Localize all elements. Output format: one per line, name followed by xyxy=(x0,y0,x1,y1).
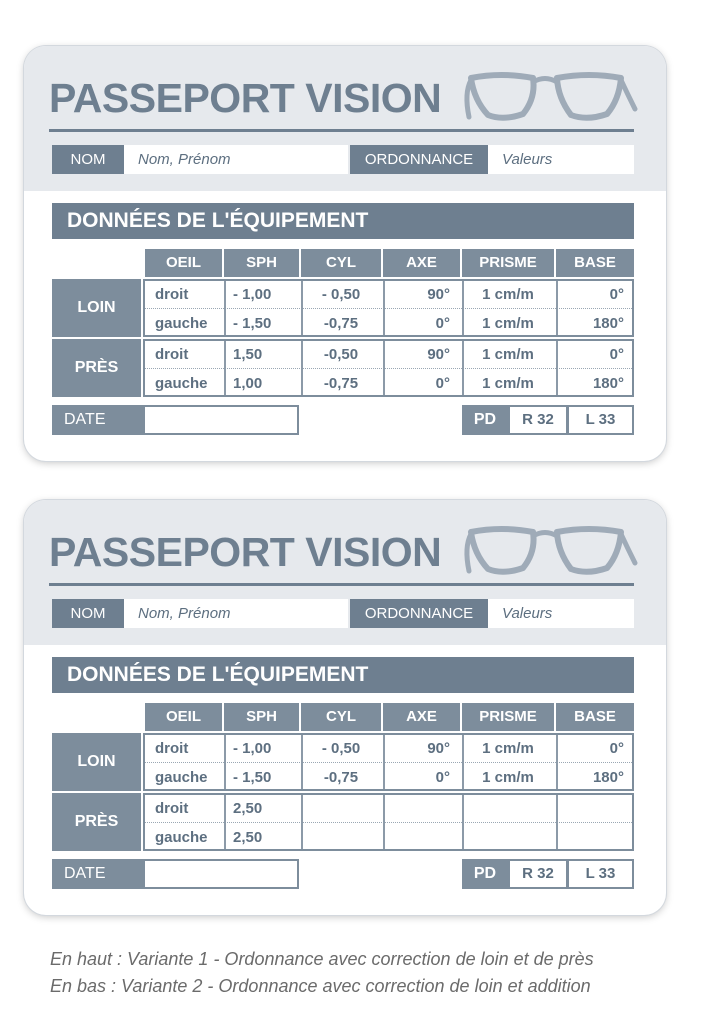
col-header-cyl: CYL xyxy=(301,249,381,277)
loin-droit-base-cell: 0° xyxy=(609,740,624,757)
loin-droit-cyl-cell: - 0,50 xyxy=(321,740,361,757)
glasses-icon xyxy=(461,519,639,581)
loin-gauche-cyl-cell: -0,75 xyxy=(323,769,359,786)
pres-droit-prisme-cell xyxy=(462,794,554,823)
pres-gauche-oeil-cell: gauche xyxy=(155,375,208,392)
date-label: DATE xyxy=(52,405,143,435)
col-header-sph: SPH xyxy=(224,249,299,277)
nom-label: NOM xyxy=(52,145,124,174)
pres-droit-oeil-cell: droit xyxy=(155,800,189,817)
loin-label: LOIN xyxy=(52,733,141,791)
pd-left-value: L 33 xyxy=(567,405,634,435)
card-title: PASSEPORT VISION xyxy=(49,75,442,121)
loin-droit-axe-cell: 90° xyxy=(427,286,450,303)
pres-gauche-oeil-cell: gauche xyxy=(155,829,208,846)
nom-field[interactable]: Nom, Prénom xyxy=(124,145,348,174)
pres-gauche-prisme-cell: 1 cm/m xyxy=(482,375,534,392)
pres-droit-axe-cell: 90° xyxy=(427,346,450,363)
glasses-icon xyxy=(461,65,639,127)
col-header-axe: AXE xyxy=(383,703,460,731)
pres-gauche-axe-cell xyxy=(383,823,460,852)
pres-droit-base-cell xyxy=(556,794,634,823)
loin-gauche-prisme-cell: 1 cm/m xyxy=(482,315,534,332)
vision-passport-card-1 xyxy=(24,46,666,461)
loin-gauche-sph-cell: - 1,50 xyxy=(233,769,272,786)
loin-droit-sph-cell: - 1,00 xyxy=(233,286,272,303)
loin-gauche-cyl-cell: -0,75 xyxy=(323,315,359,332)
loin-gauche-prisme-cell: 1 cm/m xyxy=(482,769,534,786)
title-underline xyxy=(49,583,634,586)
col-header-base: BASE xyxy=(556,703,634,731)
loin-gauche-base-cell: 180° xyxy=(592,315,624,332)
pres-gauche-base-cell: 180° xyxy=(592,375,624,392)
nom-label: NOM xyxy=(52,599,124,628)
pres-gauche-prisme-cell xyxy=(462,823,554,852)
loin-droit-cyl-cell: - 0,50 xyxy=(321,286,361,303)
loin-droit-base-cell: 0° xyxy=(609,286,624,303)
loin-droit-axe-cell: 90° xyxy=(427,740,450,757)
loin-gauche-oeil-cell: gauche xyxy=(155,769,208,786)
pd-right-value: R 32 xyxy=(508,405,568,435)
col-header-prisme: PRISME xyxy=(462,249,554,277)
loin-gauche-base-cell: 180° xyxy=(592,769,624,786)
pres-droit-cyl-cell xyxy=(301,794,381,823)
date-field[interactable] xyxy=(143,405,299,435)
loin-droit-sph-cell: - 1,00 xyxy=(233,740,272,757)
col-header-base: BASE xyxy=(556,249,634,277)
caption-variant-1: En haut : Variante 1 - Ordonnance avec correction de loin et de près xyxy=(50,949,594,969)
vision-passport-card-2 xyxy=(24,500,666,915)
loin-droit-oeil-cell: droit xyxy=(155,286,189,303)
pres-label: PRÈS xyxy=(52,793,141,851)
loin-gauche-sph-cell: - 1,50 xyxy=(233,315,272,332)
pd-right-value: R 32 xyxy=(508,859,568,889)
col-header-cyl: CYL xyxy=(301,703,381,731)
ordonnance-field[interactable]: Valeurs xyxy=(488,599,634,628)
caption-variant-2: En bas : Variante 2 - Ordonnance avec correction de loin et addition xyxy=(50,976,591,996)
section-title: DONNÉES DE L'ÉQUIPEMENT xyxy=(52,657,634,693)
pres-gauche-cyl-cell: -0,75 xyxy=(323,375,359,392)
pd-label: PD xyxy=(462,405,508,435)
col-header-prisme: PRISME xyxy=(462,703,554,731)
section-title: DONNÉES DE L'ÉQUIPEMENT xyxy=(52,203,634,239)
title-underline xyxy=(49,129,634,132)
loin-label: LOIN xyxy=(52,279,141,337)
pres-gauche-base-cell xyxy=(556,823,634,852)
card-title: PASSEPORT VISION xyxy=(49,529,442,575)
pres-gauche-axe-cell: 0° xyxy=(435,375,450,392)
loin-gauche-oeil-cell: gauche xyxy=(155,315,208,332)
pres-droit-sph-cell: 2,50 xyxy=(233,800,263,817)
col-header-axe: AXE xyxy=(383,249,460,277)
pres-droit-oeil-cell: droit xyxy=(155,346,189,363)
pd-left-value: L 33 xyxy=(567,859,634,889)
loin-droit-prisme-cell: 1 cm/m xyxy=(482,286,534,303)
pres-droit-base-cell: 0° xyxy=(609,346,624,363)
pres-droit-axe-cell xyxy=(383,794,460,823)
col-header-sph: SPH xyxy=(224,703,299,731)
col-header-oeil: OEIL xyxy=(145,249,222,277)
pres-droit-cyl-cell: -0,50 xyxy=(323,346,359,363)
ordonnance-label: ORDONNANCE xyxy=(350,145,488,174)
pres-droit-sph-cell: 1,50 xyxy=(233,346,263,363)
pres-label: PRÈS xyxy=(52,339,141,397)
ordonnance-label: ORDONNANCE xyxy=(350,599,488,628)
loin-droit-prisme-cell: 1 cm/m xyxy=(482,740,534,757)
date-label: DATE xyxy=(52,859,143,889)
loin-gauche-axe-cell: 0° xyxy=(435,315,450,332)
pres-gauche-cyl-cell xyxy=(301,823,381,852)
pres-gauche-sph-cell: 1,00 xyxy=(233,375,263,392)
loin-droit-oeil-cell: droit xyxy=(155,740,189,757)
ordonnance-field[interactable]: Valeurs xyxy=(488,145,634,174)
date-field[interactable] xyxy=(143,859,299,889)
pd-label: PD xyxy=(462,859,508,889)
pres-droit-prisme-cell: 1 cm/m xyxy=(482,346,534,363)
loin-gauche-axe-cell: 0° xyxy=(435,769,450,786)
nom-field[interactable]: Nom, Prénom xyxy=(124,599,348,628)
pres-gauche-sph-cell: 2,50 xyxy=(233,829,263,846)
col-header-oeil: OEIL xyxy=(145,703,222,731)
